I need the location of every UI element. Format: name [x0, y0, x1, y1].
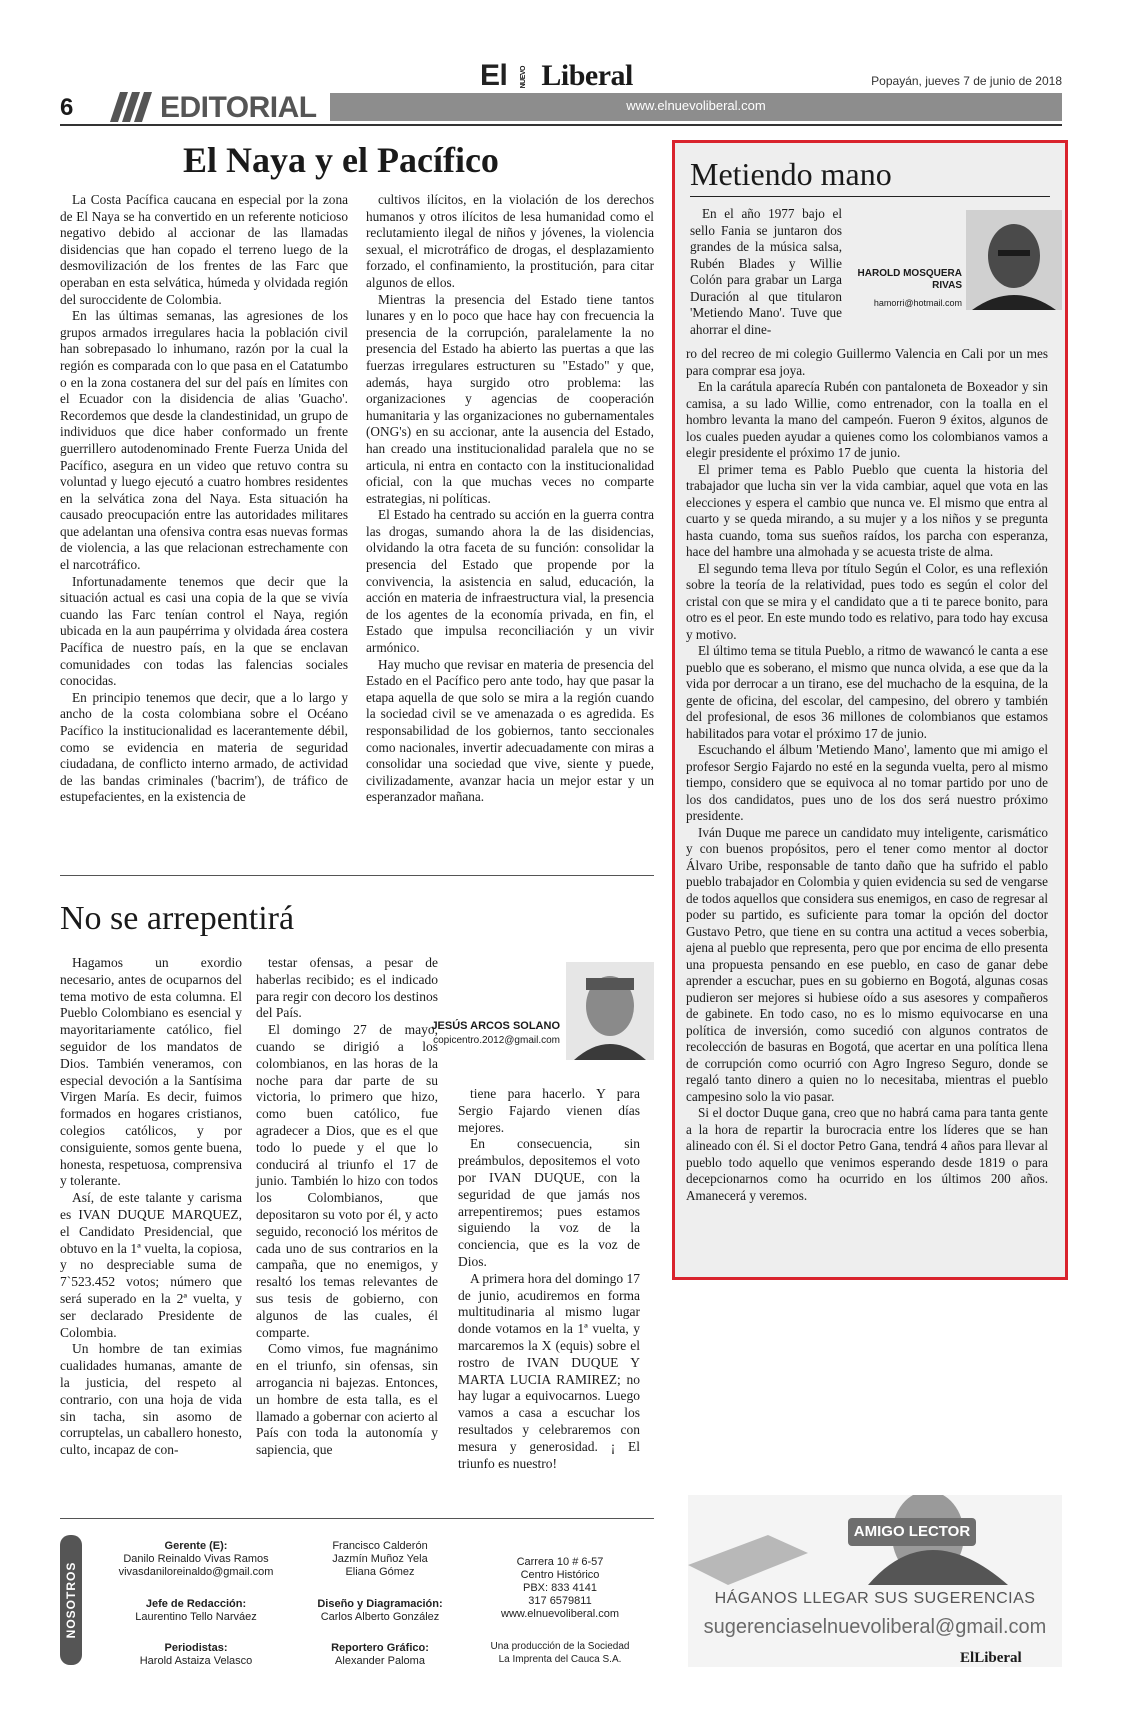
editorial-title: El Naya y el Pacífico	[183, 140, 499, 180]
paragraph: En las últimas semanas, las agresiones de los grupos armados irregulares hacia la población civil han sobrepasado lo inhumano, razón por la cual la región es comparada con lo que pasa en el Catatumbo o en la zona costanera del sur del país en límites con el Ecuador con la disidencia de alias 'Guacho'. Recordemos que desde la clandestinidad, un grupo de individuos que dice haber conformado un frente guerrillero autodenominado Frente Fuerza Unida del Pacífico, asegura en un video que retuvo contra su voluntad y luego ejecutó a cuatro hombres residentes en la selvática zona del Naya. Esta situación ha causado preocupación entre las autoridades militares que adelantan una ofensiva contra esas nuevas formas de violencia, a las que relacionan estrechamente con el narcotráfico.	[60, 308, 348, 573]
column-body	[686, 346, 1048, 1204]
ad-logo-liberal: Liberal	[974, 1650, 1022, 1666]
paragraph: ro del recreo de mi colegio Guillermo Valencia en Cali por un mes para comprar esa joya.	[686, 346, 1048, 378]
paragraph: Mientras la presencia del Estado tiene tantos lunares y en lo poco que hace hay con frecuencia la presencia de la corrupción, paralelamente la no presencia del Estado ha abierto las puertas a que las fuerzas irregulares estructuren su "Estado" y que, además, haya surgido otro problema: las organizaciones y agencias de cooperación humanitaria y las organizaciones no gubernamentales (ONG's) en su accionar, ante la ausencia del Estado, han creado una institucionalidad paralela que no se articula, ni entra en contacto con la institucionalidad oficial, con la que muchas veces no comparte estrategias, ni políticas.	[366, 291, 654, 506]
ad-email[interactable]: sugerenciaselnuevoliberal@gmail.com	[703, 1616, 1047, 1638]
footer-diseno	[300, 1598, 460, 1624]
footer-value: www.elnuevoliberal.com	[501, 1608, 619, 1620]
paragraph: Escuchando el álbum 'Metiendo Mano', lamento que mi amigo el profesor Sergio Fajardo no esté en la segunda vuelta, pero al mismo tiempo, considero que se equivoca al no tomar partido por uno de los dos candidatos, pues uno de los dos será nuestro próximo presidente.	[686, 742, 1048, 823]
column-title: Metiendo mano	[690, 156, 892, 192]
paragraph: El Estado ha centrado su acción en la guerra contra las drogas, sumando ahora la de las disidencias, olvidando la otra faceta de su función: consolidar la presencia del Estado que propende por la convivencia, la asistencia en salud, educación, la acción en materia de infraestructura vial, la presencia de los agentes de la economía privada, en fin, el Estado que impulsa reconciliación y un vivir armónico.	[366, 507, 654, 656]
footer-value: Harold Astaiza Velasco	[139, 1655, 253, 1667]
paragraph: En consecuencia, sin preámbulos, depositemos el voto por IVAN DUQUE, con la seguridad de que jamás nos arrepentiremos; pues estamos siguiendo la voz de la conciencia, que es la voz de Dios.	[458, 1136, 640, 1269]
footer-gerente	[96, 1540, 296, 1579]
footer-address	[480, 1556, 640, 1621]
paragraph: testar ofensas, a pesar de haberlas recibido; es el indicado para regir con decoro los destinos del País.	[256, 955, 438, 1021]
paragraph: cultivos ilícitos, en la violación de los derechos humanos y otros ilícitos de lesa humanidad como el reclutamiento ilegal de niños y jóvenes, la violencia sexual, el microtráfico de drogas, el desplazamiento forzado, el confinamiento, la prostitución, para citar algunos de ellos.	[366, 192, 654, 290]
footer-label: Gerente (E):	[164, 1540, 228, 1552]
article2-author: JESÚS ARCOS SOLANO	[431, 1020, 560, 1032]
section-slashes-icon	[110, 92, 154, 122]
editorial-column-1	[60, 192, 348, 806]
paragraph: En el año 1977 bajo el sello Fania se juntaron dos grandes de la música salsa, Rubén Blades y Willie Colón para grabar un Larga Duración al que titularon 'Metiendo Mano'. Tuve que ahorrar el dine-	[690, 206, 842, 337]
paragraph: La Costa Pacífica caucana en especial por la zona de El Naya se ha convertido en un referente noticioso negativo debido al accionar de las llamadas disidencias que han copado el terreno luego de la desmovilización de los frentes de las Farc que operaban en esta selvática, húmeda y olvidada región del suroccidente de Colombia.	[60, 192, 348, 307]
paragraph: tiene para hacerlo. Y para Sergio Fajardo vienen días mejores.	[458, 1086, 640, 1135]
editorial-column-2	[366, 192, 654, 806]
dateline: Popayán, jueves 7 de junio de 2018	[871, 74, 1062, 88]
article-divider	[60, 875, 654, 876]
author-photo	[566, 962, 654, 1060]
paragraph: El segundo tema lleva por título Según el Color, es una reflexión sobre la teoría de la relatividad, pues todo es según el color del cristal con que se mira y el candidato que a ti te parece bonito, para otro es el peor. En este mundo todo es relativo, para todo hay excusa y motivo.	[686, 560, 1048, 642]
paragraph: A primera hora del domingo 17 de junio, acudiremos en forma multitudinaria al mismo lugar donde votamos en la 1ª vuelta, y marcaremos la X (equis) sobre el rostro de IVAN DUQUE Y MARTA LUCIA RAMIREZ; no hay lugar a equivocarnos. Luego vamos a casa a escuchar los resultados y celebraremos con mesura y generosidad. ¡ El triunfo es nuestro!	[458, 1270, 640, 1471]
page-number: 6	[60, 94, 74, 121]
column-title-rule	[690, 196, 1050, 197]
paragraph: Iván Duque me parece un candidato muy inteligente, carismático y con buenos propósitos, pero el tener como mentor al doctor Álvaro Uribe, responsable de tanto daño que ha sufrido el pablo pueblo trabajador en Colombia y quien evidencia su sed de vengarse de todos aquellos que considera sus enemigos, en caso de regresar al poder su partido, es suficiente para tomar la opción del doctor Gustavo Petro, que tiene en su contra una actitud a veces soberbia, ajena al pueblo que representa, pero que por encima de ello presenta una propuesta pensando en ese pueblo, en caso de ganar debe aprender a escuchar, pues en su gobierno en Bogotá, algunas cosas pudieron ser mejores si hubiese oído a sus asesores y compañeros de gabinete. En todo caso, no es lo mismo equivocarse en una política de inversión, como sucedió con algunos contratos de recolección de basuras en Bogotá, que acertar en una política llena de corrupción como ocurrió con Agro Ingreso Seguro, donde se regaló tanto dinero a quien no lo necesitaba, mientras el pueblo campesino solo la vio pasar.	[686, 824, 1048, 1104]
paragraph: En la carátula aparecía Rubén con pantaloneta de Boxeador y sin camisa, a su lado Willie, como entrenador, con la toalla en el hombro levanta la mano del campeón. Fueron 9 éxitos, algunos de los cuales pueden ayudar a quienes como los colombianos vamos a elegir presidente el próximo 17 de junio.	[686, 379, 1048, 460]
website-bar	[330, 93, 1062, 121]
ad-logo	[960, 1650, 1022, 1667]
article2-column-3	[458, 1086, 640, 1472]
footer-value: Alexander Paloma	[335, 1655, 425, 1667]
column-intro	[690, 206, 842, 338]
footer-value: PBX: 833 4141	[522, 1582, 597, 1594]
footer-jefe	[96, 1598, 296, 1624]
footer-value: Jazmín Muñoz Yela	[332, 1553, 428, 1565]
columnist-name-line1: HAROLD MOSQUERA	[857, 268, 962, 279]
article2-email: copicentro.2012@gmail.com	[433, 1035, 560, 1046]
columnist-name	[848, 268, 962, 292]
paragraph: Infortunadamente tenemos que decir que la situación actual es casi una copia de la que se vivía cuando las Farc tenían control el Naya, región ubicada en la aun paupérrima y olvidada área costera Pacífica de nuestro país, en la que se enclavan comunidades con todas las falencias sociales conocidas.	[60, 573, 348, 689]
logo-liberal: Liberal	[541, 59, 633, 92]
paragraph: El primer tema es Pablo Pueblo que cuenta la historia del trabajador que lucha sin ver la vida cambiar, aquel que vota en las elecciones y espera el cambio que nunca ve. El mismo que entra al cuarto y se queda mirando, a su mujer y a los niños y se pregunta hasta cuando, toma sus sueños raídos, los parcha con esperanza, hace del hambre una almohada y se acuesta triste de alma.	[686, 461, 1048, 559]
footer-value: Eliana Gómez	[345, 1566, 415, 1578]
paragraph: El domingo 27 de mayo, cuando se dirigió a los colombianos, en las horas de la noche para dar parte de su victoria, lo primero que hizo, como buen católico, fue agradecer a Dios, que es el que todo lo puede y el que lo conducirá al triunfo el 17 de junio. También lo hizo con todos los Colombianos, que depositaron su voto por él, y acto seguido, reconoció los méritos de cada uno de sus contrarios en la campaña, que no enemigos, y resaltó los temas relevantes de sus tesis de gobierno, con algunos de las cuales, él comparte.	[256, 1022, 438, 1340]
footer-value: Laurentino Tello Narváez	[135, 1611, 257, 1623]
footer-label: Diseño y Diagramación:	[317, 1598, 443, 1610]
logo-nuevo: NUEVO	[520, 65, 528, 89]
paragraph: Si el doctor Duque gana, creo que no habrá cama para tanta gente a la hora de repartir la burocracia entre los líderes que se han alineado con él. Si el doctor Petro Gana, tendrá 4 años para llevar al pueblo todo aquello que venimos esperando desde 1819 o para decepcionarnos como ha ocurrido en los últimos 200 años. Amanecerá y veremos.	[686, 1105, 1048, 1203]
footer-label: Periodistas:	[164, 1642, 228, 1654]
columnist-photo	[966, 210, 1062, 310]
paragraph: Así, de este talante y carisma es IVAN DUQUE MARQUEZ, el Candidato Presidencial, que obtuvo en la 1ª vuelta, la copiosa, y no despreciable suma de 7`523.452 votos; número que será superado en la 2ª vuelta, y ser declarado Presidente de Colombia.	[60, 1190, 242, 1340]
header-rule	[60, 124, 1062, 126]
footer-production	[480, 1640, 640, 1666]
footer-staff	[300, 1540, 460, 1579]
footer-rule	[60, 1518, 654, 1519]
footer-value: Francisco Calderón	[332, 1540, 428, 1552]
newspaper-logo	[480, 60, 633, 92]
section-title: EDITORIAL	[160, 91, 317, 124]
footer-label: Reportero Gráfico:	[331, 1642, 429, 1654]
footer-value: 317 6579811	[528, 1595, 592, 1607]
paragraph: Como vimos, fue magnánimo en el triunfo, sin ofensas, sin arrogancia ni bajezas. Entonces, un hombre de esta talla, es el llamado a gobernar con acierto al País con toda la autonomía y sapiencia, que	[256, 1341, 438, 1458]
paragraph: Hay mucho que revisar en materia de presencia del Estado en el Pacífico pero ante todo, hay que pasar la etapa aquella de que solo se mira a la región cuando la sociedad civil se ve amenazada o es agredida. Es responsabilidad de los gobiernos, tanto seccionales como nacionales, invertir adecuadamente con miras a consolidar una sociedad que vive, siente y puede, civilizadamente, avanzar hacia un mejor estar y un esperanzador mañana.	[366, 656, 654, 805]
footer-value: Centro Histórico	[520, 1569, 600, 1581]
paragraph: En principio tenemos que decir, que a lo largo y ancho de la costa colombiana sobre el Océano Pacífico la institucionalidad es lacerantemente débil, como se evidencia en materia de seguridad ciudadana, de conflicto interno armado, de actividad de las bandas criminales ('bacrim'), de tráfico de estupefacientes, en la existencia de	[60, 689, 348, 805]
footer-reportero	[300, 1642, 460, 1668]
logo-el: El	[480, 59, 508, 92]
footer-value: La Imprenta del Cauca S.A.	[498, 1654, 622, 1665]
footer-value: Carlos Alberto González	[320, 1611, 440, 1623]
footer-value: Una producción de la Sociedad	[490, 1641, 630, 1652]
ad-headline: HÁGANOS LLEGAR SUS SUGERENCIAS	[714, 1590, 1036, 1607]
paragraph: Hagamos un exordio necesario, antes de ocuparnos del tema motivo de esta columna. El Pueblo Colombiano es esencial y mayoritariamente católico, fiel seguidor de los mandatos de Dios. También veneramos, con especial devoción a la Santísima Virgen María. Es decir, fuimos formados en hogares cristianos, colegios católicos, y por consiguiente, somos gente buena, honesta, respetuosa, comprensiva y tolerante.	[60, 955, 242, 1189]
paragraph: Un hombre de tan eximias cualidades humanas, amante de la justicia, del respeto al contrario, con una hoja de vida sin tacha, sin asomo de corruptelas, un caballero honesto, culto, incapaz de con-	[60, 1341, 242, 1458]
article2-title: No se arrepentirá	[60, 900, 295, 937]
ad-logo-el: El	[960, 1650, 975, 1666]
footer-value: Carrera 10 # 6-57	[516, 1556, 604, 1568]
website-url: www.elnuevoliberal.com	[626, 98, 766, 113]
article2-column-2	[256, 955, 438, 1459]
columnist-name-line2: RIVAS	[932, 280, 962, 291]
paragraph: El último tema se titula Pueblo, a ritmo de wawancó le canta a ese pueblo que es soberano, el mismo que nunca olvida, a ese que da la vida por derrocar a un tirano, ese del muchacho de la esquina, de la gente de oficina, del escolar, del campesino, del obrero y también del profesional, de esos 36 millones de colombianos que estamos habilitados para votar el próximo 17 de junio.	[686, 643, 1048, 741]
footer-value: Danilo Reinaldo Vivas Ramos	[123, 1553, 269, 1565]
ad-badge: AMIGO LECTOR	[848, 1518, 976, 1546]
footer-label: Jefe de Redacción:	[145, 1598, 247, 1610]
article2-column-1	[60, 955, 242, 1459]
columnist-email: hamorri@hotmail.com	[873, 298, 962, 308]
footer-value: vivasdaniloreinaldo@gmail.com	[118, 1566, 274, 1578]
footer-periodistas	[96, 1642, 296, 1668]
nosotros-label: NOSOTROS	[60, 1535, 82, 1665]
